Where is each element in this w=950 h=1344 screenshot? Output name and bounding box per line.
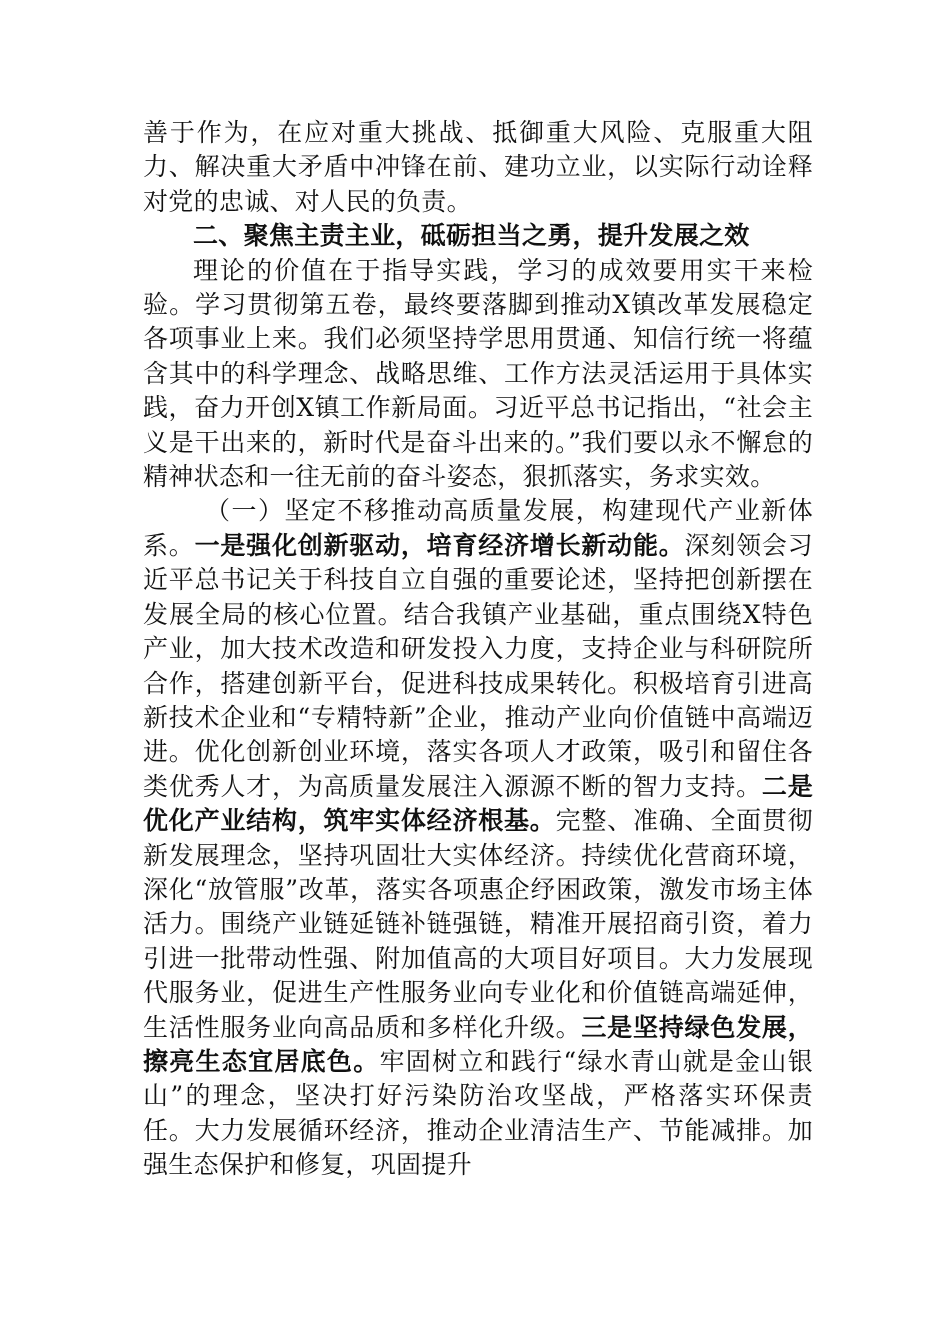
paragraph-high-quality-development xyxy=(143,494,813,1182)
point-3-title: 三是坚持绿色发展，擦亮生态宜居底色。 xyxy=(143,1012,813,1076)
point-1-title: 一是强化创新驱动，培育经济增长新动能。 xyxy=(194,530,685,560)
subsection-lead: （一）坚定不移推动高质量发展，构建现代产业新体系。 xyxy=(143,496,813,560)
point-3-body: 牢固树立和践行“绿水青山就是金山银山”的理念，坚决打好污染防治攻坚战，严格落实环保责任。大力发展循环经济，推动企业清洁生产、节能减排。加强生态保护和修复，巩固提升 xyxy=(143,1046,814,1180)
point-2-body: 完整、准确、全面贯彻新发展理念，坚持巩固壮大实体经济。持续优化营商环境，深化“放管服”改革，落实各项惠企纾困政策，激发市场主体活力。围绕产业链延链补链强链，精准开展招商引资，着力引进一批带动性强、附加值高的大项目好项目。大力发展现代服务业，促进生产性服务业向专业化和价值链高端延伸，生活性服务业向高品质和多样化升级。 xyxy=(143,806,813,1042)
paragraph-theory-practice: 理论的价值在于指导实践，学习的成效要用实干来检验。学习贯彻第五卷，最终要落脚到推动X镇改革发展稳定各项事业上来。我们必须坚持学思用贯通、知信行统一将蕴含其中的科学理念、战略思维、工作方法灵活运用于具体实践，奋力开创X镇工作新局面。习近平总书记指出，“社会主义是干出来的，新时代是奋斗出来的。”我们要以永不懈怠的精神状态和一往无前的奋斗姿态，狠抓落实，务求实效。 xyxy=(143,255,813,492)
section-heading-2: 二、聚焦主责主业，砥砺担当之勇，提升发展之效 xyxy=(193,221,750,251)
document-page xyxy=(143,116,813,1183)
point-1-body: 深刻领会习近平总书记关于科技自立自强的重要论述，坚持把创新摆在发展全局的核心位置。结合我镇产业基础，重点围绕X特色产业，加大技术改造和研发投入力度，支持企业与科研院所合作，搭建创新平台，促进科技成果转化。积极培育引进高新技术企业和“专精特新”企业，推动产业向价值链中高端迈进。优化创新创业环境，落实各项人才政策，吸引和留住各类优秀人才，为高质量发展注入源源不断的智力支持。 xyxy=(143,530,813,801)
paragraph-continuation: 善于作为，在应对重大挑战、抵御重大风险、克服重大阻力、解决重大矛盾中冲锋在前、建功立业，以实际行动诠释对党的忠诚、对人民的负责。 xyxy=(143,118,813,216)
point-2-title: 二是优化产业结构，筑牢实体经济根基。 xyxy=(143,771,813,836)
